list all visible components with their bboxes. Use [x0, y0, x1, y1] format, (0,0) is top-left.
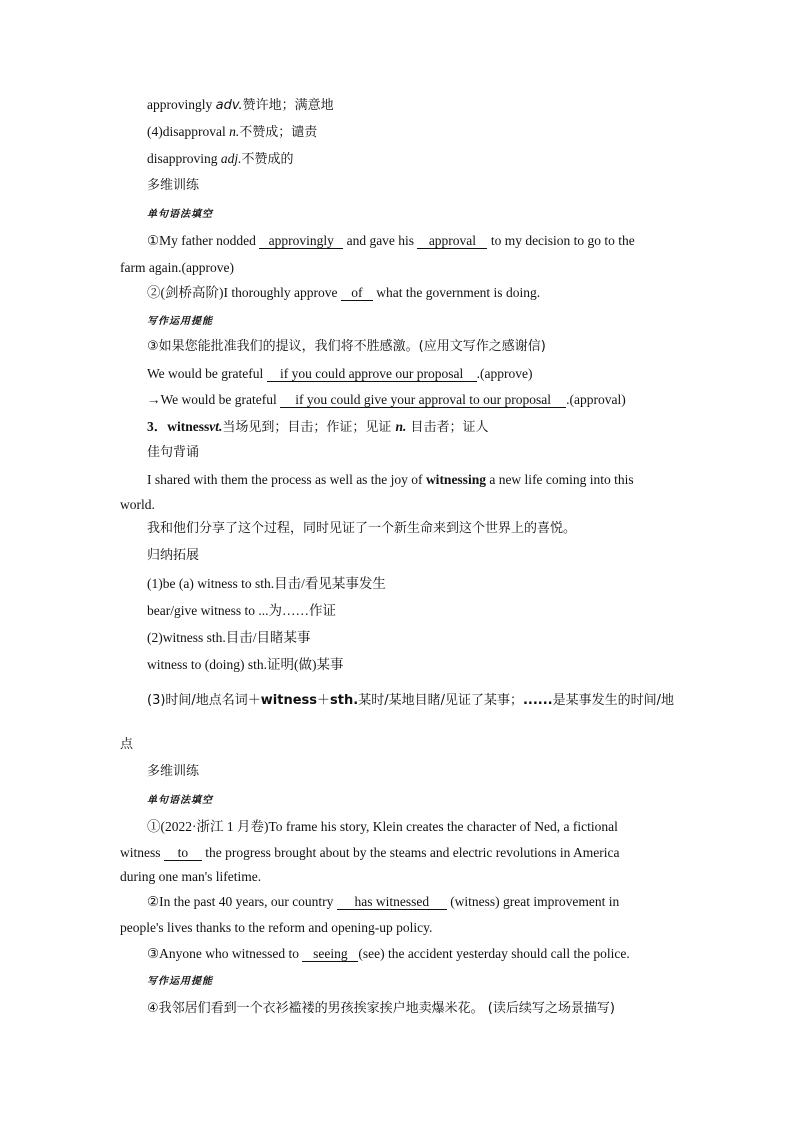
example-sentence-cont: world. [120, 497, 155, 512]
extension-item: bear/give witness to ...为……作证 [147, 603, 336, 618]
extension-item: (1)be (a) witness to sth.目击/看见某事发生 [147, 576, 386, 591]
answer-blank: approvingly [259, 234, 343, 249]
entry-disapproving: disapproving adj.不赞成的 [147, 151, 294, 167]
witness-exercise-1-end: during one man's lifetime. [120, 869, 262, 884]
section-heading: 归纳拓展 [147, 548, 200, 563]
entry-approvingly: approvingly adv.赞许地；满意地 [147, 97, 334, 113]
answer-blank: approval [417, 234, 487, 249]
witness-exercise-2: ②In the past 40 years, our country has witnessed (witness) great improvement in [147, 894, 620, 909]
entry-disapproval: (4)disapproval n.不赞成；谴责 [147, 124, 318, 140]
extension-item: (3)时间/地点名词＋witness＋sth.某时/某地目睹/见证了某事；......是某事发生的时间/地 [147, 693, 674, 708]
section-heading: 多维训练 [147, 764, 200, 779]
answer-blank: seeing [302, 947, 358, 962]
exercise-item-3-answer-b: →We would be grateful if you could give your approval to our proposal .(approval) [147, 392, 626, 407]
witness-exercise-1-cont: witness to the progress brought about by the steams and electric revolutions in America [120, 845, 620, 860]
witness-exercise-2-cont: people's lives thanks to the reform and opening-up policy. [120, 920, 433, 935]
exercise-tag: 单句语法填空 [147, 209, 213, 220]
answer-blank: if you could give your approval to our proposal [280, 393, 566, 408]
answer-blank: has witnessed [337, 895, 447, 910]
example-sentence: I shared with them the process as well as the joy of witnessing a new life coming into this [147, 472, 634, 487]
exercise-item-1-cont: farm again.(approve) [120, 260, 234, 275]
extension-item: (2)witness sth.目击/目睹某事 [147, 630, 311, 645]
section-heading: 佳句背诵 [147, 445, 200, 460]
exercise-item-1: ①My father nodded approvingly and gave his approval to my decision to go to the [147, 233, 635, 248]
witness-exercise-3: ③Anyone who witnessed to seeing (see) the accident yesterday should call the police. [147, 946, 630, 961]
answer-blank: of [341, 286, 373, 301]
extension-item-cont: 点 [120, 737, 134, 752]
extension-item: witness to (doing) sth.证明(做)某事 [147, 657, 344, 672]
exercise-tag: 单句语法填空 [147, 795, 213, 806]
answer-blank: to [164, 846, 202, 861]
vocab-entry-witness: 3．witnessvt.当场见到；目击；作证；见证 n. 目击者；证人 [147, 419, 489, 435]
example-translation: 我和他们分享了这个过程，同时见证了一个新生命来到这个世界上的喜悦。 [147, 521, 577, 536]
exercise-item-2: ②(剑桥高阶)I thoroughly approve of what the government is doing. [147, 285, 541, 300]
witness-exercise-1: ①(2022·浙江 1 月卷)To frame his story, Klein creates the character of Ned, a fictional [147, 819, 618, 834]
answer-blank: if you could approve our proposal [267, 367, 477, 382]
exercise-item-3-prompt: ③如果您能批准我们的提议，我们将不胜感激。(应用文写作之感谢信) [147, 339, 546, 354]
exercise-tag: 写作运用提能 [147, 316, 213, 327]
exercise-item-3-answer-a: We would be grateful if you could approve our proposal .(approve) [147, 366, 533, 381]
section-heading: 多维训练 [147, 178, 200, 193]
witness-exercise-4: ④我邻居们看到一个衣衫褴褛的男孩挨家挨户地卖爆米花。 (读后续写之场景描写) [147, 1001, 615, 1016]
exercise-tag: 写作运用提能 [147, 976, 213, 987]
